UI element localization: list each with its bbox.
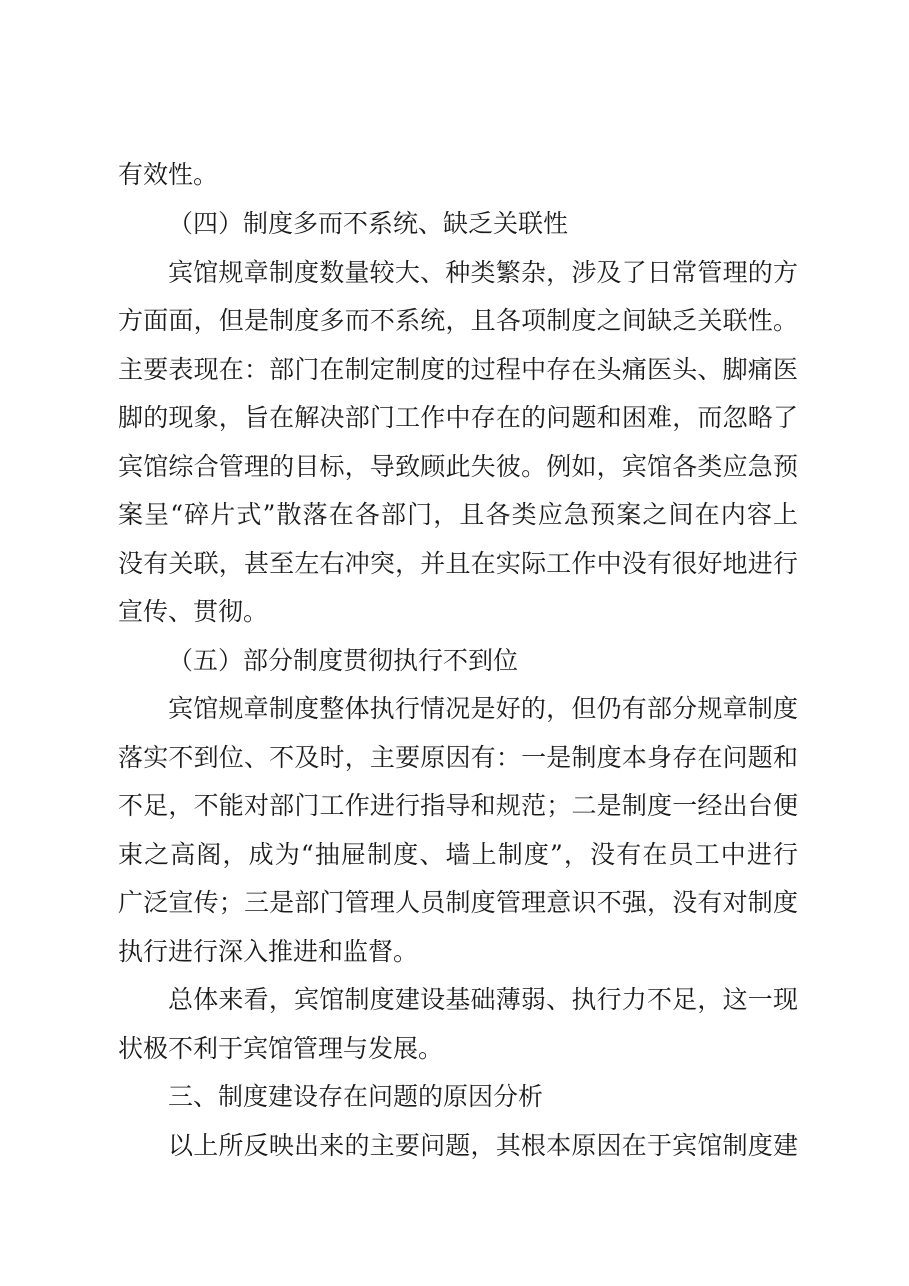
paragraph-line: 宾馆综合管理的目标，导致顾此失彼。例如，宾馆各类应急预 — [118, 452, 798, 481]
paragraph-line: 状极不利于宾馆管理与发展。 — [118, 1034, 444, 1063]
paragraph-line: 落实不到位、不及时，主要原因有：一是制度本身存在问题和 — [118, 743, 798, 772]
paragraph-line: 宾馆规章制度数量较大、种类繁杂，涉及了日常管理的方 — [168, 258, 798, 287]
paragraph-line: 脚的现象，旨在解决部门工作中存在的问题和困难，而忽略了 — [118, 403, 798, 432]
paragraph-line: 束之高阁，成为“抽屉制度、墙上制度”，没有在员工中进行 — [118, 840, 798, 869]
section-heading: （四）制度多而不系统、缺乏关联性 — [168, 209, 569, 238]
paragraph-line: 有效性。 — [118, 160, 219, 189]
paragraph-line: 方面面，但是制度多而不系统，且各项制度之间缺乏关联性。 — [118, 306, 798, 335]
paragraph-line: 以上所反映出来的主要问题，其根本原因在于宾馆制度建 — [168, 1131, 798, 1160]
section-heading: 三、制度建设存在问题的原因分析 — [168, 1082, 544, 1111]
paragraph-line: 不足，不能对部门工作进行指导和规范；二是制度一经出台便 — [118, 791, 798, 820]
paragraph-line: 案呈“碎片式”散落在各部门，且各类应急预案之间在内容上 — [118, 500, 798, 529]
section-heading: （五）部分制度贯彻执行不到位 — [168, 646, 519, 675]
paragraph-line: 总体来看，宾馆制度建设基础薄弱、执行力不足，这一现 — [168, 985, 798, 1014]
paragraph-line: 主要表现在：部门在制定制度的过程中存在头痛医头、脚痛医 — [118, 355, 798, 384]
paragraph-line: 宾馆规章制度整体执行情况是好的，但仍有部分规章制度 — [168, 694, 798, 723]
paragraph-line: 执行进行深入推进和监督。 — [118, 937, 419, 966]
paragraph-line: 没有关联，甚至左右冲突，并且在实际工作中没有很好地进行 — [118, 549, 798, 578]
paragraph-line: 广泛宣传；三是部门管理人员制度管理意识不强，没有对制度 — [118, 888, 798, 917]
paragraph-line: 宣传、贯彻。 — [118, 597, 269, 626]
